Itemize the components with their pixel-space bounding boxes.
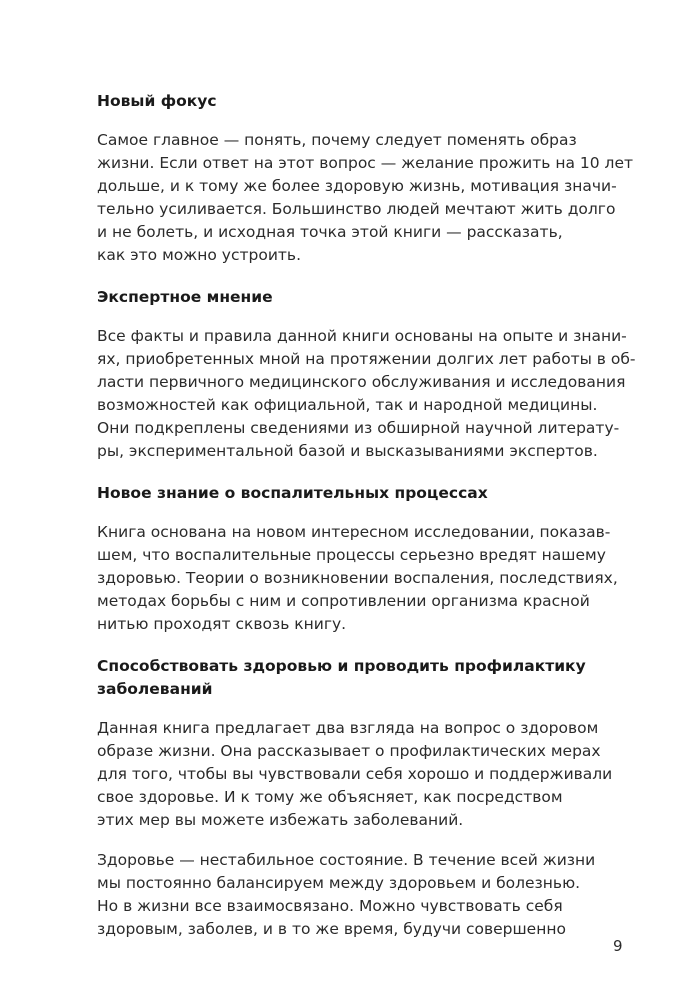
- text-line: Они подкреплены сведениями из обширной научной литерату-: [97, 419, 620, 437]
- section-heading: [97, 655, 597, 701]
- section-paragraph: [97, 717, 613, 832]
- text-line: свое здоровье. И к тому же объясняет, как посредством: [97, 788, 563, 806]
- text-line: Данная книга предлагает два взгляда на вопрос о здоровом: [97, 719, 599, 737]
- section-paragraph: [97, 325, 636, 463]
- text-line: Книга основана на новом интересном исследовании, показав-: [97, 523, 611, 541]
- text-line: как это можно устроить.: [97, 246, 301, 264]
- section-paragraph: [97, 849, 597, 941]
- text-line: ях, приобретенных мной на протяжении долгих лет работы в об-: [97, 350, 636, 368]
- text-line: жизни. Если ответ на этот вопрос — желание прожить на 10 лет: [97, 154, 634, 172]
- section-prevention: [97, 655, 613, 941]
- text-line: мы постоянно балансируем между здоровьем и болезнью.: [97, 874, 581, 892]
- text-line: Здоровье — нестабильное состояние. В течение всей жизни: [97, 851, 596, 869]
- text-line: методах борьбы с ним и сопротивлении организма красной: [97, 592, 590, 610]
- text-line: этих мер вы можете избежать заболеваний.: [97, 811, 464, 829]
- text-line: для того, чтобы вы чувствовали себя хорошо и поддерживали: [97, 765, 613, 783]
- text-line: нитью проходят сквозь книгу.: [97, 615, 347, 633]
- page-content: [97, 90, 636, 958]
- section-expert-opinion: [97, 286, 636, 463]
- text-line: ласти первичного медицинского обслуживания и исследования: [97, 373, 626, 391]
- page-number: 9: [613, 937, 623, 955]
- section-new-focus: [97, 90, 634, 267]
- text-line: ры, экспериментальной базой и высказываниями экспертов.: [97, 442, 598, 460]
- text-line: Все факты и правила данной книги основаны на опыте и знани-: [97, 327, 627, 345]
- text-line: тельно усиливается. Большинство людей мечтают жить долго: [97, 200, 616, 218]
- section-heading: Новое знание о воспалительных процессах: [97, 484, 488, 502]
- text-line: образе жизни. Она рассказывает о профилактических мерах: [97, 742, 601, 760]
- heading-line: Способствовать здоровью и проводить профилактику: [97, 657, 586, 675]
- section-paragraph: [97, 129, 634, 267]
- text-line: здоровым, заболев, и в то же время, будучи совершенно: [97, 920, 566, 938]
- text-line: шем, что воспалительные процессы серьезно вредят нашему: [97, 546, 606, 564]
- section-heading: Новый фокус: [97, 92, 217, 110]
- section-inflammation: [97, 482, 618, 636]
- section-paragraph: [97, 521, 618, 636]
- text-line: и не болеть, и исходная точка этой книги — рассказать,: [97, 223, 563, 241]
- text-line: дольше, и к тому же более здоровую жизнь, мотивация значи-: [97, 177, 617, 195]
- text-line: Но в жизни все взаимосвязано. Можно чувствовать себя: [97, 897, 563, 915]
- section-heading: Экспертное мнение: [97, 288, 273, 306]
- text-line: Самое главное — понять, почему следует поменять образ: [97, 131, 577, 149]
- heading-line: заболеваний: [97, 680, 213, 698]
- text-line: здоровью. Теории о возникновении воспаления, последствиях,: [97, 569, 618, 587]
- text-line: возможностей как официальной, так и народной медицины.: [97, 396, 598, 414]
